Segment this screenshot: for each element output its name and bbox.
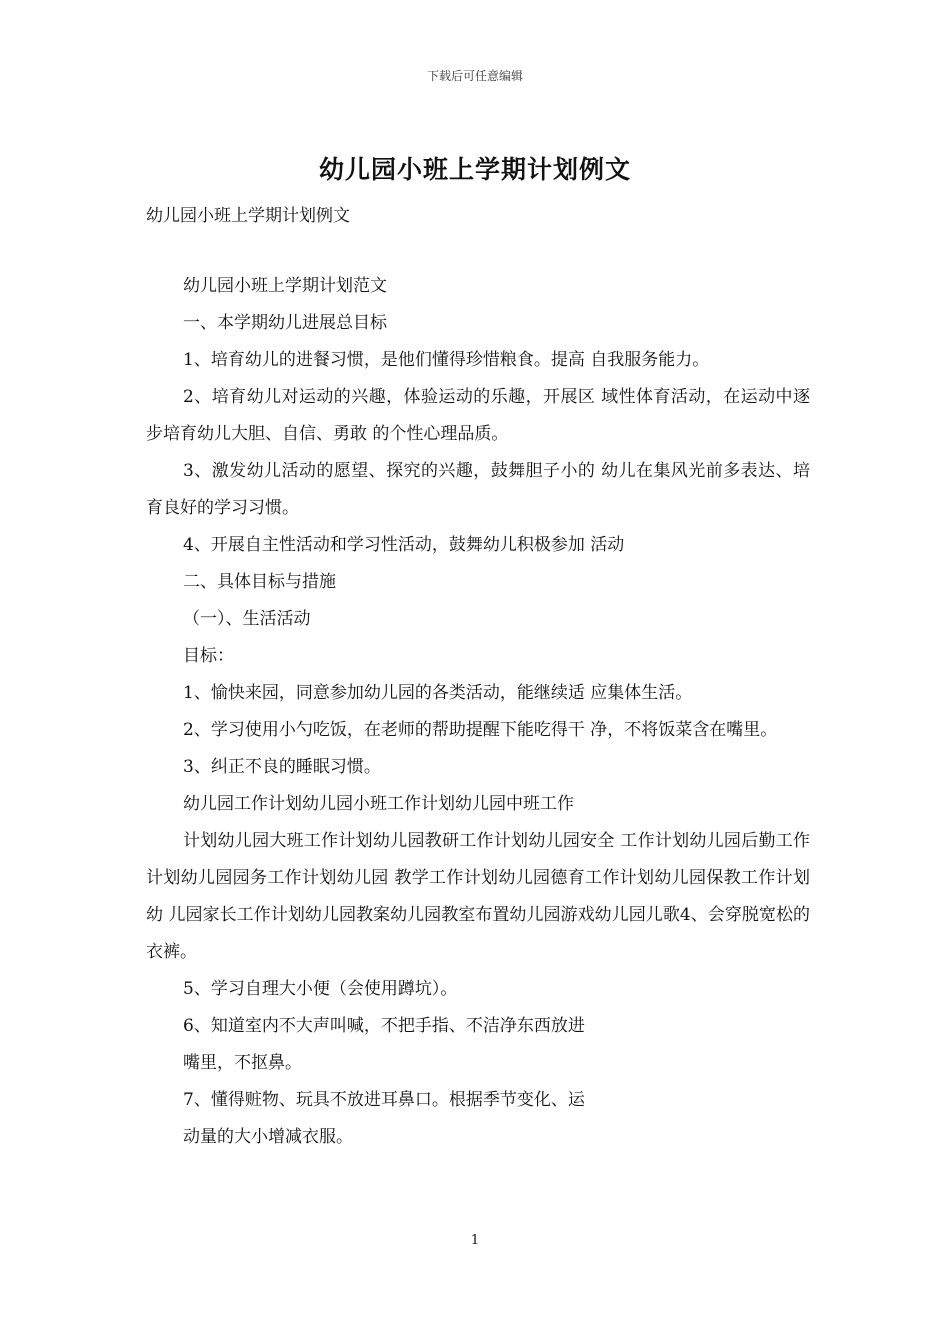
- paragraph: 幼儿园工作计划幼儿园小班工作计划幼儿园中班工作: [183, 794, 574, 814]
- paragraph: 2、学习使用小勺吃饭，在老师的帮助提醒下能吃得干 净，不将饭菜含在嘴里。: [183, 720, 778, 740]
- paragraph: 1、培育幼儿的进餐习惯，是他们懂得珍惜粮食。提高 自我服务能力。: [183, 350, 710, 370]
- paragraph: 1、愉快来园，同意参加幼儿园的各类活动，能继续适 应集体生活。: [183, 683, 693, 703]
- document-subtitle: 幼儿园小班上学期计划例文: [146, 206, 350, 226]
- paragraph: 嘴里，不抠鼻。: [183, 1053, 302, 1073]
- document-body: [146, 268, 810, 1156]
- paragraph: 动量的大小增减衣服。: [183, 1127, 353, 1147]
- paragraph: 7、懂得赃物、玩具不放进耳鼻口。根据季节变化、运: [183, 1090, 585, 1110]
- page-header-note: 下载后可任意编辑: [426, 69, 523, 83]
- paragraph: 2、培育幼儿对运动的兴趣，体验运动的乐趣，开展区 域性体育活动，在运动中逐步培育幼儿大胆、自信、勇敢 的个性心理品质。: [146, 387, 810, 444]
- document-title: 幼儿园小班上学期计划例文: [318, 155, 631, 184]
- paragraph: 目标：: [183, 646, 234, 666]
- paragraph: 计划幼儿园大班工作计划幼儿园教研工作计划幼儿园安全 工作计划幼儿园后勤工作计划幼儿园园务工作计划幼儿园 教学工作计划幼儿园德育工作计划幼儿园保教工作计划幼 儿园家长工作计划幼儿园教案幼儿园教室布置幼儿园游戏幼儿园儿歌4、会穿脱宽松的衣裤。: [146, 831, 810, 962]
- paragraph: 3、纠正不良的睡眠习惯。: [183, 757, 381, 777]
- paragraph: 5、学习自理大小便（会使用蹲坑）。: [183, 979, 458, 999]
- paragraph: 6、知道室内不大声叫喊，不把手指、不洁净东西放进: [183, 1016, 585, 1036]
- section-heading: （一）、生活活动: [183, 609, 311, 629]
- paragraph: 4、开展自主性活动和学习性活动，鼓舞幼儿积极参加 活动: [183, 535, 625, 555]
- paragraph: 二、具体目标与措施: [183, 572, 336, 592]
- page-number: 1: [470, 1233, 480, 1248]
- paragraph: 一、本学期幼儿进展总目标: [183, 313, 387, 333]
- paragraph: 幼儿园小班上学期计划范文: [183, 276, 387, 296]
- paragraph: 3、激发幼儿活动的愿望、探究的兴趣，鼓舞胆子小的 幼儿在集风光前多表达、培育良好的学习习惯。: [146, 461, 810, 518]
